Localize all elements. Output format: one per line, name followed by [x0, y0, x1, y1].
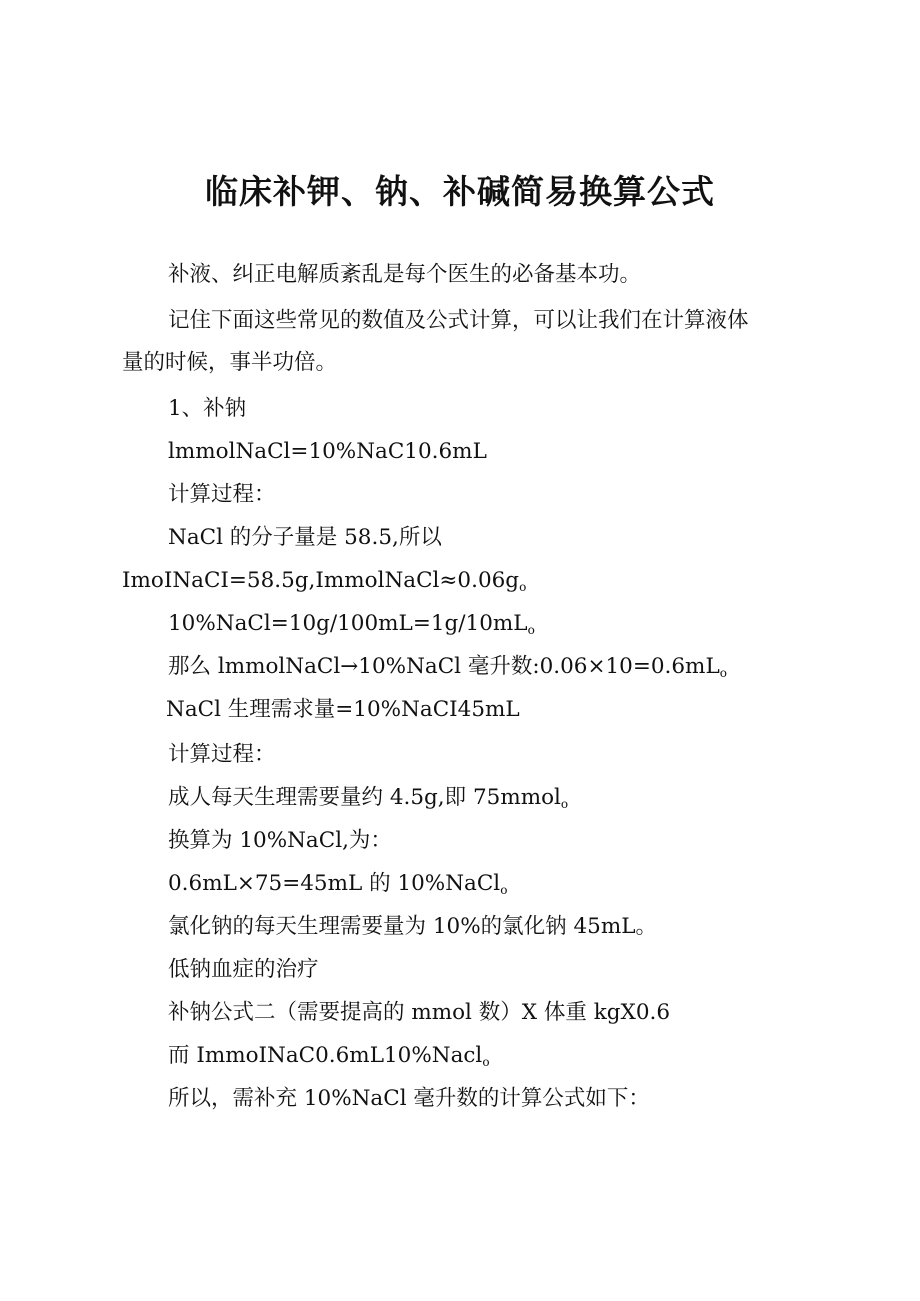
formula-line: 补钠公式二（需要提高的 mmol 数）X 体重 kgX0.6 — [168, 1000, 671, 1025]
paragraph-line: 氯化钠的每天生理需要量为 10%的氯化钠 45mL。 — [168, 914, 657, 939]
period-mark: o — [500, 883, 508, 897]
formula-text: 那么 lmmolNaCl→10%NaCl 毫升数:0.06×10=0.6mL — [168, 654, 720, 679]
formula-line — [168, 1041, 490, 1077]
paragraph-line: 量的时候，事半功倍。 — [122, 350, 338, 375]
document-title: 临床补钾、钠、补碱简易换算公式 — [205, 172, 715, 211]
paragraph-line: 换算为 10%NaCl,为： — [168, 828, 392, 853]
paragraph-line: 计算过程： — [168, 742, 276, 767]
formula-text: 10%NaCl=10g/100mL=1g/10mL — [168, 611, 528, 636]
period-mark: o — [527, 623, 535, 637]
paragraph-line: 补液、纠正电解质紊乱是每个医生的必备基本功。 — [168, 262, 642, 287]
paragraph-line: 计算过程： — [168, 482, 276, 507]
formula-text: 0.6mL×75=45mL 的 10%NaCl — [168, 871, 501, 896]
period-mark: o — [482, 1055, 490, 1069]
formula-line: NaCl 生理需求量=10%NaCI45mL — [166, 697, 520, 722]
paragraph-line: NaCl 的分子量是 58.5,所以 — [168, 525, 442, 550]
paragraph-text: 成人每天生理需要量约 4.5g,即 75mmol — [168, 785, 561, 810]
period-mark: o — [560, 797, 569, 811]
formula-line — [168, 652, 727, 688]
period-mark: o — [719, 666, 727, 680]
formula-text: ImoINaCI=58.5g,ImmolNaCl≈0.06g — [122, 568, 520, 593]
formula-line — [122, 566, 526, 602]
formula-line — [168, 869, 507, 905]
paragraph-line: 所以，需补充 10%NaCl 毫升数的计算公式如下： — [168, 1086, 650, 1111]
formula-line — [168, 609, 535, 645]
section-heading: 1、补钠 — [168, 396, 247, 421]
paragraph-line — [168, 783, 568, 819]
section-heading: 低钠血症的治疗 — [168, 957, 319, 982]
paragraph-line: 记住下面这些常见的数值及公式计算，可以让我们在计算液体 — [168, 308, 749, 333]
formula-line: lmmolNaCl=10%NaC10.6mL — [168, 439, 487, 464]
formula-text: 而 ImmoINaC0.6mL10%Nacl — [168, 1043, 483, 1068]
period-mark: o — [519, 580, 527, 594]
